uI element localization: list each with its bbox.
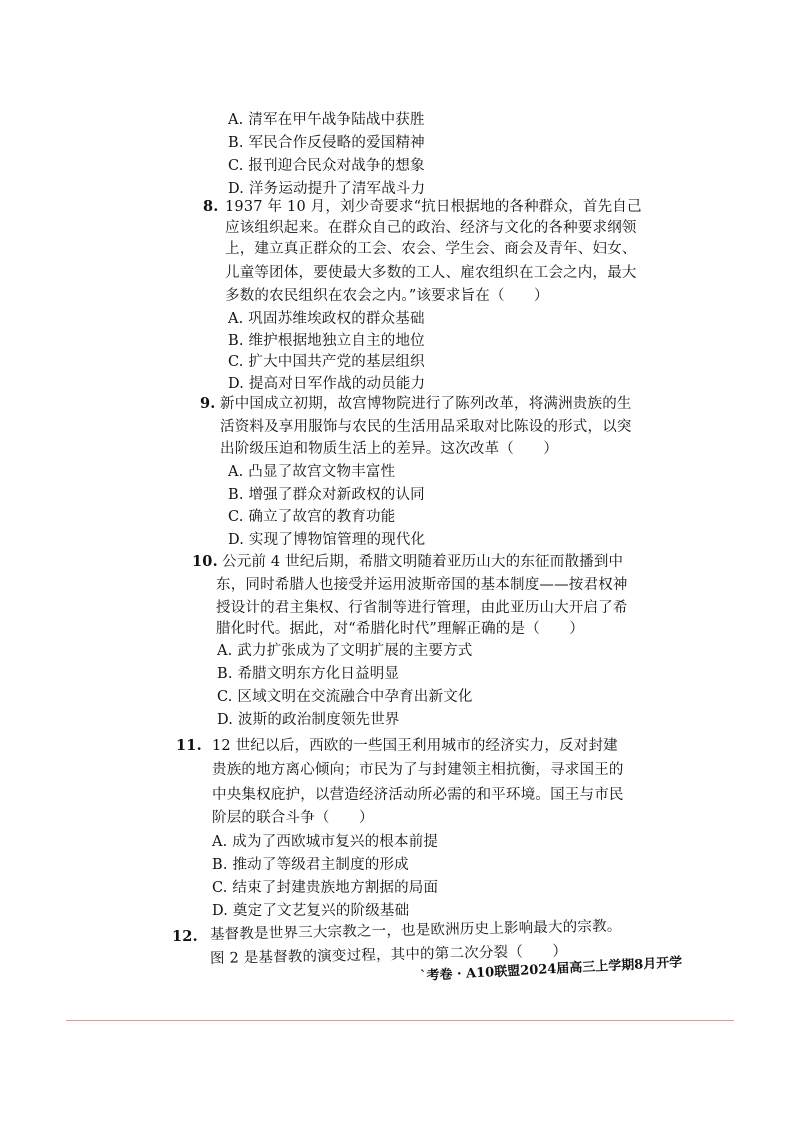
q7-option-c: C. 报刊迎合民众对战争的想象 — [228, 158, 425, 174]
q7-option-d: D. 洋务运动提升了清军战斗力 — [228, 181, 426, 197]
q9-option-b: B. 增强了群众对新政权的认同 — [228, 487, 425, 503]
q11-option-b: B. 推动了等级君主制度的形成 — [212, 857, 409, 873]
q8-option-b: B. 维护根据地独立自主的地位 — [228, 333, 425, 349]
q10-stem-line: 腊化时代。据此，对“希腊化时代”理解正确的是（ ） — [216, 621, 585, 637]
q9-option-a: A. 凸显了故宫文物丰富性 — [228, 464, 396, 480]
q7-option-b: B. 军民合作反侵略的爱国精神 — [228, 135, 425, 151]
q9-stem-line: 出阶级压迫和物质生活上的差异。这次改革（ ） — [220, 441, 559, 457]
exam-footer: `考卷 · A10联盟2024届高三上学期8月开学 — [419, 955, 683, 984]
q9-option-c: C. 确立了故宫的教育功能 — [228, 509, 396, 525]
q10-option-c: C. 区域文明在交流融合中孕育出新文化 — [217, 689, 473, 705]
q11-stem-line: 贵族的地方离心倾向；市民为了与封建领主相抗衡，寻求国王的 — [212, 762, 624, 778]
q12-stem-line: 基督教是世界三大宗教之一，也是欧洲历史上影响最大的宗教。 — [209, 918, 622, 943]
q11-option-c: C. 结束了封建贵族地方割据的局面 — [212, 880, 439, 896]
q12-stem-line: 图 2 是基督教的演变过程，其中的第二次分裂（ ） — [209, 943, 568, 967]
q10-option-a: A. 武力扩张成为了文明扩展的主要方式 — [217, 643, 473, 659]
q8-option-a: A. 巩固苏维埃政权的群众基础 — [228, 311, 425, 327]
q10-number: 10. — [192, 553, 218, 570]
q10-option-b: B. 希腊文明东方化日益明显 — [217, 666, 400, 682]
q8-stem-line: 上，建立真正群众的工会、农会、学生会、商会及青年、妇女、 — [225, 241, 637, 257]
q8-stem-line: 儿童等团体，要使最大多数的工人、雇农组织在工会之内，最大 — [225, 265, 637, 281]
q9-option-d: D. 实现了博物馆管理的现代化 — [228, 532, 426, 548]
q10-stem-line: 公元前 4 世纪后期，希腊文明随着亚历山大的东征而散播到中 — [222, 554, 624, 570]
q9-number: 9. — [200, 395, 216, 412]
q8-number: 8. — [203, 198, 219, 215]
q11-number: 11. — [176, 737, 202, 754]
q8-option-c: C. 扩大中国共产党的基层组织 — [228, 354, 425, 370]
q10-stem-line: 东，同时希腊人也接受并运用波斯帝国的基本制度——按君权神 — [216, 577, 628, 593]
q8-stem-line: 应该组织起来。在群众自己的政治、经济与文化的各种要求纲领 — [225, 220, 637, 236]
q10-option-d: D. 波斯的政治制度领先世界 — [217, 712, 400, 728]
q9-stem-line: 活资料及享用服饰与农民的生活用品采取对比陈设的形式，以突 — [220, 419, 632, 435]
q11-stem-line: 阶层的联合斗争（ ） — [212, 810, 374, 826]
q11-stem-line: 12 世纪以后，西欧的一些国王利用城市的经济实力，反对封建 — [212, 738, 618, 754]
q12-number: 12. — [172, 928, 198, 945]
q11-option-a: A. 成为了西欧城市复兴的根本前提 — [212, 834, 439, 850]
q9-stem-line: 新中国成立初期，故宫博物院进行了陈列改革，将满洲贵族的生 — [220, 396, 632, 412]
q8-option-d: D. 提高对日军作战的动员能力 — [228, 376, 426, 392]
q10-stem-line: 授设计的君主集权、行省制等进行管理，由此亚历山大开启了希 — [216, 600, 628, 616]
page-divider — [66, 1020, 734, 1021]
q11-stem-line: 中央集权庇护，以营造经济活动所必需的和平环境。国王与市民 — [212, 787, 624, 803]
q8-stem-line: 多数的农民组织在农会之内。”该要求旨在（ ） — [225, 288, 549, 304]
q7-option-a: A. 清军在甲午战争陆战中获胜 — [228, 112, 425, 128]
q11-option-d: D. 奠定了文艺复兴的阶级基础 — [212, 903, 410, 919]
q8-stem-line: 1937 年 10 月，刘少奇要求“抗日根据地的各种群众，首先自己 — [225, 199, 642, 215]
